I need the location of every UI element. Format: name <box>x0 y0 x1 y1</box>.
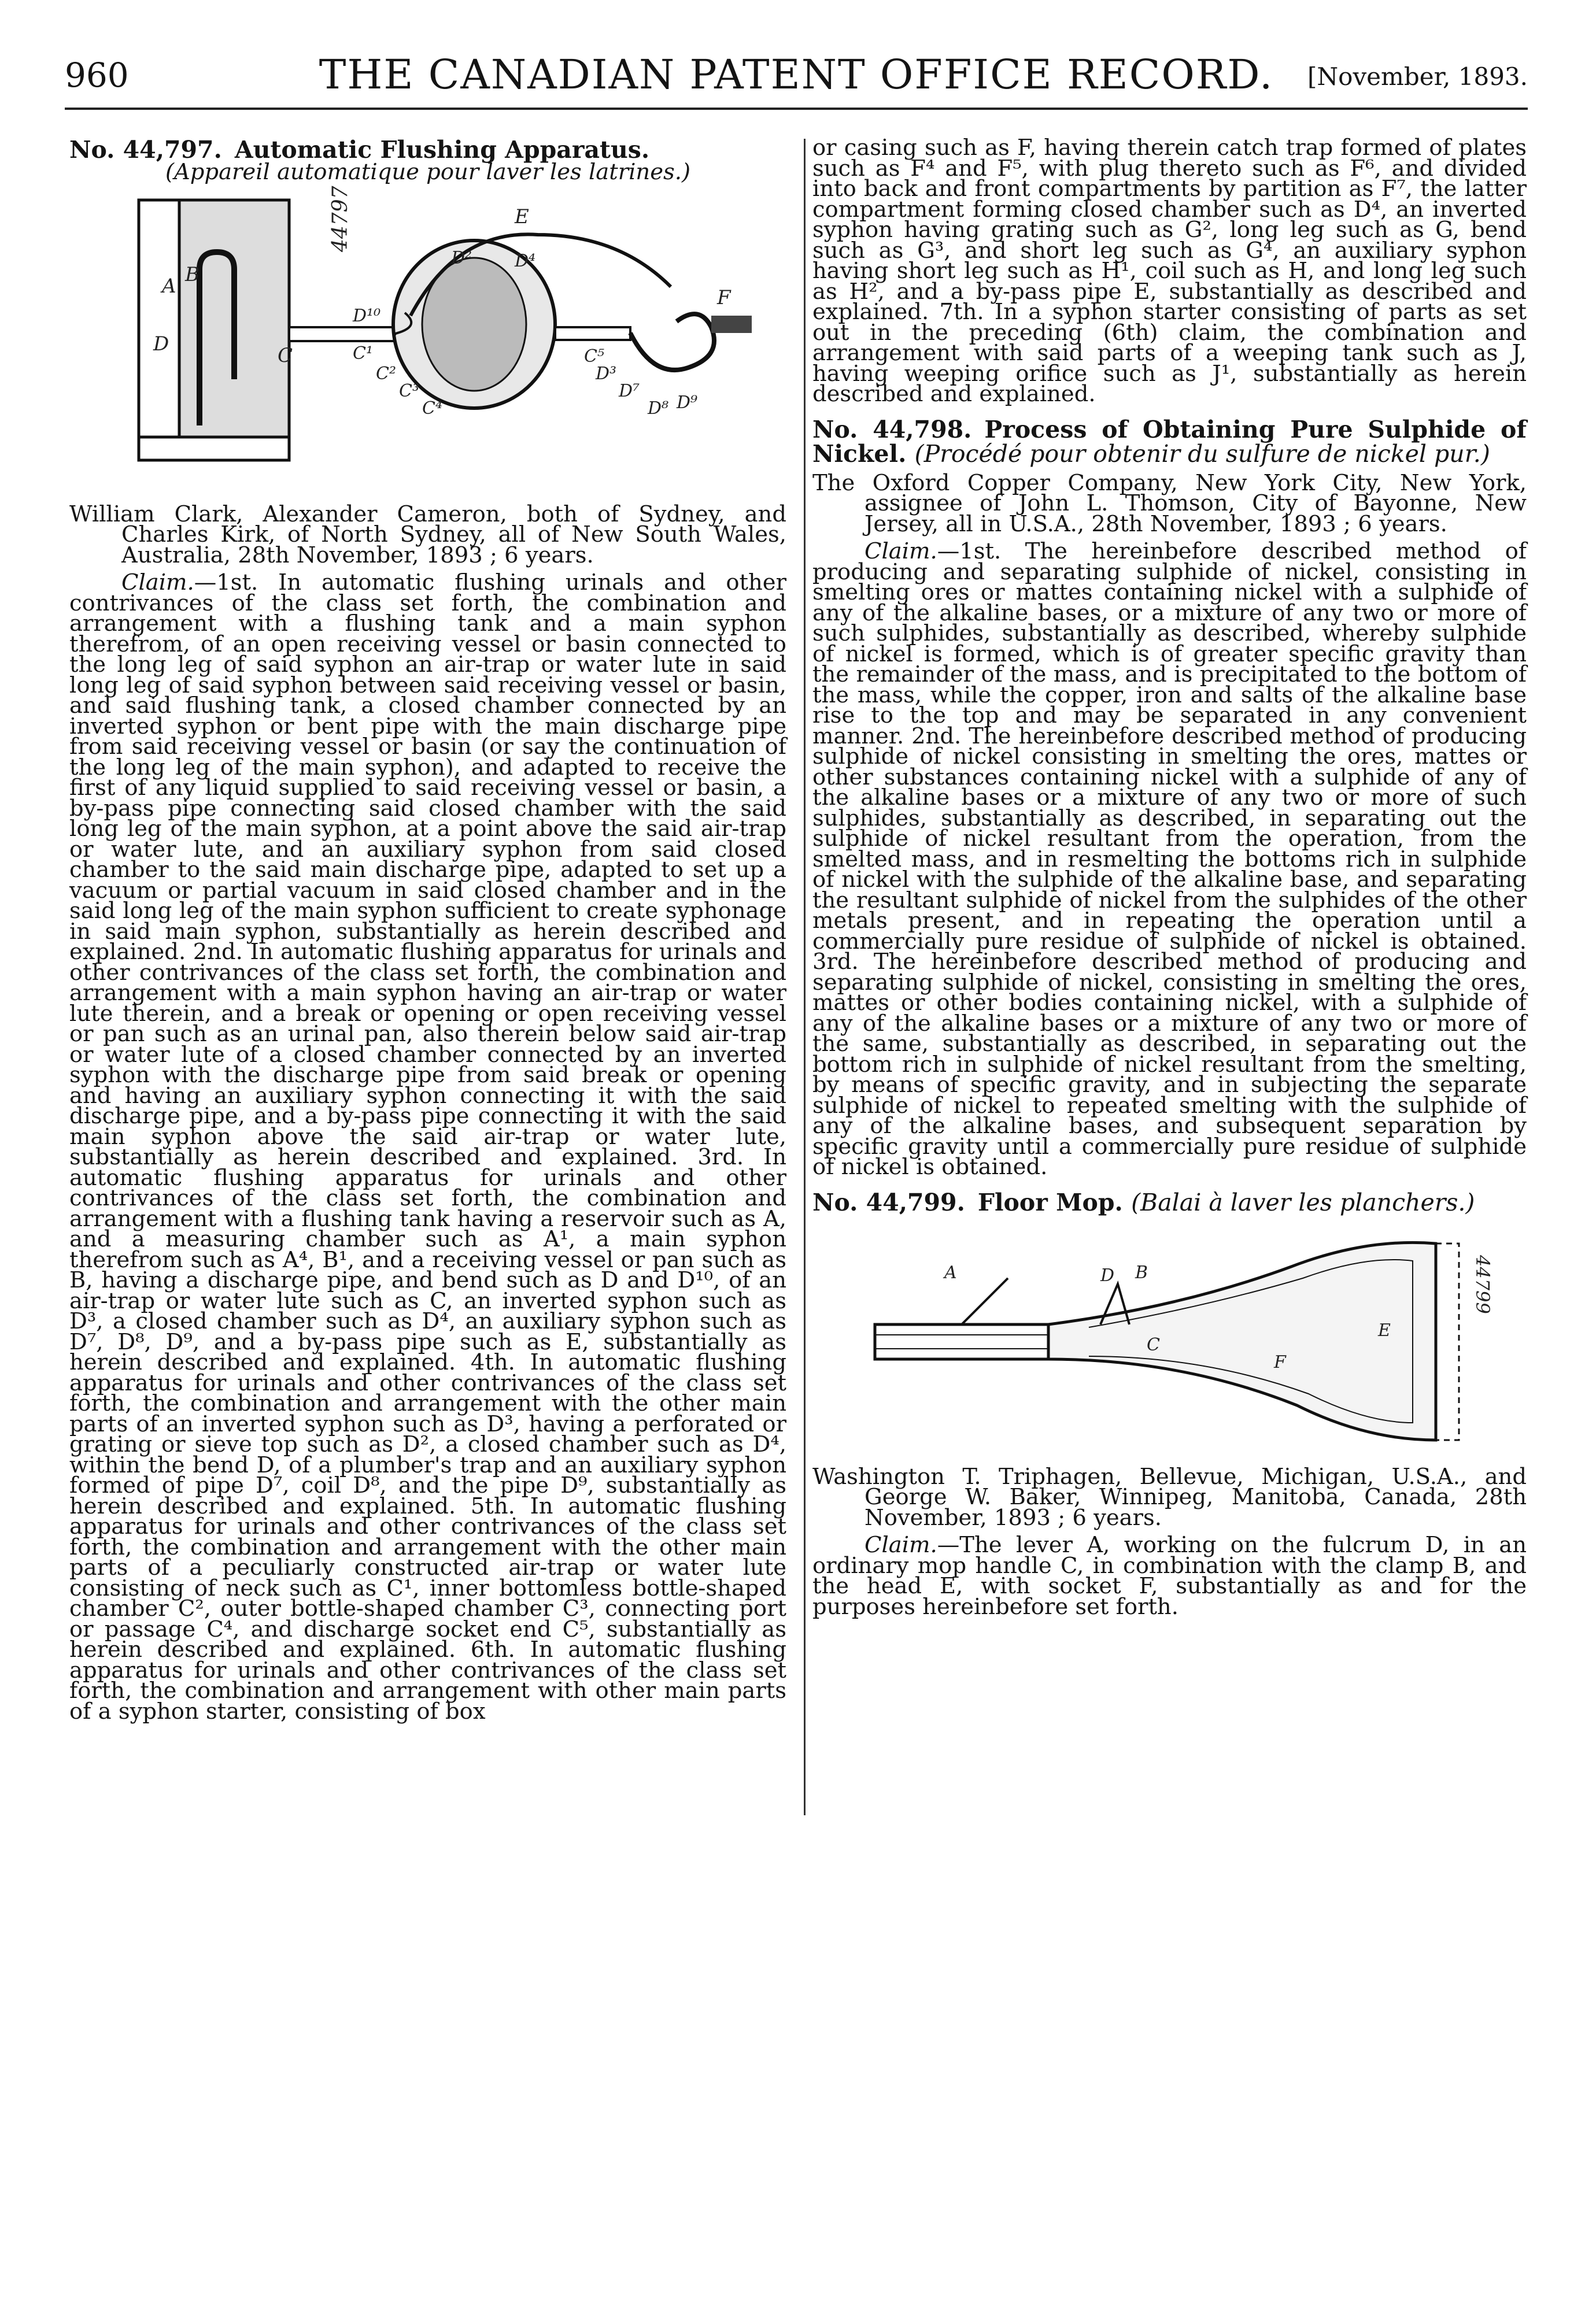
flushing-apparatus-figure <box>98 185 758 495</box>
fig-tank-wall <box>139 200 179 437</box>
fig-label: C¹ <box>353 343 373 364</box>
fig-patent-number: 44797 <box>328 185 352 252</box>
patent-inventors: Washington T. Triphagen, Bellevue, Michigan, U.S.A., and George W. Baker, Winnipeg, Manitoba, Canada, 28th November, 1893 ; 6 years. <box>812 1463 1527 1531</box>
fig-label: D³ <box>596 363 617 384</box>
patent-heading-44799 <box>812 1190 1527 1215</box>
fig-label: C² <box>376 363 396 384</box>
patent-number: No. 44,798. <box>812 415 972 443</box>
page-number: 960 <box>65 55 129 95</box>
patent-claim <box>69 569 786 1725</box>
patent-french-title: (Balai à laver les planchers.) <box>1131 1188 1475 1216</box>
journal-title: THE CANADIAN PATENT OFFICE RECORD. <box>319 51 1274 98</box>
fig-label: B <box>185 262 200 286</box>
patent-number: No. 44,799. <box>812 1188 965 1216</box>
patent-title: Floor Mop. <box>977 1188 1123 1216</box>
fig-label: C⁵ <box>584 346 604 367</box>
patent-claim <box>812 1532 1527 1620</box>
fig-label: B <box>1135 1262 1148 1283</box>
page-header <box>65 49 1528 98</box>
floor-mop-figure <box>858 1220 1494 1457</box>
patent-title: Automatic Flushing Apparatus. <box>234 136 650 164</box>
claim-label: Claim. <box>864 1532 937 1558</box>
fig-label: C <box>278 343 293 367</box>
column-divider <box>804 139 806 1815</box>
fig-label: D⁷ <box>619 380 640 401</box>
patent-inventors: William Clark, Alexander Cameron, both of Sydney, and Charles Kirk, of North Sydney, all of New South Wales, Australia, 28th November, 1893 ; 6 years. <box>69 501 786 568</box>
fig-label: D⁹ <box>677 392 698 413</box>
fig-label: A <box>162 274 176 298</box>
patent-heading-44797 <box>69 138 786 162</box>
claim-text: —1st. The hereinbefore described method of producing and separating sulphide of nickel, consisting in smelting ores or mattes containing nickel with a sulphide of any of the alkaline bases, or a mixture of any two or more of such sulphides, substantially as described, whereby sulphide of nickel is formed, which is of greater specific gravity than the remainder of the mass, and is precipitated to the bottom of the mass, while the copper, iron and salts of the alkaline base rise to the top and may be separated in any convenient manner. 2nd. The hereinbefore described method of producing sulphide of nickel consisting in smelting the ores, mattes or other substances containing nickel with a sulphide of any of the alkaline bases or a mixture of any two or more of such sulphides, substantially as described, in separating out the sulphide of nickel resultant from the operation, from the smelted mass, and in resmelting the bottoms rich in sulphide of nickel with the sulphide of the alkaline base, and separating the resultant sulphide of nickel from the sulphides of the other metals present, and in repeating the operation until a commercially pure residue of sulphide of nickel is obtained. 3rd. The hereinbefore described method of producing and separating sulphide of nickel, consisting in smelting the ores, mattes or other bodies containing nickel, with a sulphide of any of the alkaline bases or a mixture of any two or more of the same, substantially as described, in separating out the bottom rich in sulphide of nickel resultant from the smelting, by means of specific gravity, and in subjecting the separate sulphide of nickel to repeated smelting with the sulphide of any of the alkaline bases, and subsequent separation by specific gravity until a commercially pure residue of sulphide of nickel is obtained. <box>812 538 1527 1180</box>
fig-lever <box>962 1278 1008 1324</box>
right-column <box>812 135 1527 1620</box>
fig-label: D² <box>451 247 472 268</box>
fig-tank-base <box>139 437 289 460</box>
patent-french-title: (Procédé pour obtenir du sulfure de nickel pur.) <box>914 439 1490 468</box>
fig-label: E <box>515 205 529 228</box>
fig-patent-number: 44799 <box>1471 1254 1494 1314</box>
fig-plumbers-trap <box>630 314 714 370</box>
left-column <box>69 136 786 1725</box>
issue-date: [November, 1893. <box>1307 62 1528 91</box>
claim-text: —The lever A, working on the fulcrum D, in an ordinary mop handle C, in combination with the clamp B, and the head E, with socket F, substantially as and for the purposes hereinbefore set forth. <box>812 1532 1527 1620</box>
fig-label: D⁴ <box>515 250 536 271</box>
fig-label: F <box>717 286 731 309</box>
fig-label: D⁸ <box>648 398 669 419</box>
patent-number: No. 44,797. <box>69 136 222 164</box>
fig-label: E <box>1377 1320 1391 1341</box>
fig-trap-outlet <box>711 316 752 333</box>
header-rule <box>65 108 1528 110</box>
patent-claim <box>812 538 1527 1180</box>
patent-inventors: The Oxford Copper Company, New York City, New York, assignee of John L. Thomson, City of Bayonne, New Jersey, all in U.S.A., 28th November, 1893 ; 6 years. <box>812 469 1527 537</box>
fig-label: C³ <box>399 380 419 401</box>
fig-label: D¹⁰ <box>353 305 381 326</box>
fig-label: D <box>1100 1265 1114 1286</box>
fig-label: D <box>153 332 169 356</box>
fig-outlet-pipe <box>555 327 630 340</box>
fig-label: C⁴ <box>422 398 442 419</box>
fig-label: F <box>1273 1352 1286 1372</box>
fig-discharge-pipe <box>289 327 396 341</box>
patent-title: Process of Obtaining Pure Sulphide of Nickel. <box>812 415 1527 468</box>
fig-label: C <box>1146 1334 1160 1355</box>
patent-french-title: (Appareil automatique pour laver les latrines.) <box>165 159 691 185</box>
fig-label: A <box>944 1262 957 1283</box>
claim-label: Claim. <box>864 538 937 564</box>
patent-heading-44798 <box>812 417 1527 466</box>
claim-continuation: or casing such as F, having therein catch trap formed of plates such as F⁴ and F⁵, with plug thereto such as F⁶, and divided into back and front compartments by partition as F⁷, the latter compartment forming closed chamber such as D⁴, an inverted syphon having grating such as G², long leg such as G, bend such as G³, and short leg such as G⁴, an auxiliary syphon having short leg such as H¹, coil such as H, and long leg such as H², and a by-pass pipe E, substantially as described and explained. 7th. In a syphon starter consisting of parts as set out in the preceding (6th) claim, the combination and arrangement with said parts of a weeping tank such as J, having weeping orifice such as J¹, substantially as herein described and explained. <box>812 135 1527 407</box>
claim-label: Claim. <box>121 569 194 595</box>
claim-text: —1st. In automatic flushing urinals and other contrivances of the class set forth, the combination and arrangement with a flushing tank and a main syphon therefrom, of an open receiving vessel or basin connected to the long leg of said syphon an air-trap or water lute in said long leg of said syphon between said receiving vessel or basin, and said flushing tank, a closed chamber connected by an inverted syphon or bent pipe with the main discharge pipe from said receiving vessel or basin (or say the continuation of the long leg of the main syphon), and adapted to receive the first of any liquid supplied to said receiving vessel or basin, a by-pass pipe connecting said closed chamber with the said long leg of the main syphon, at a point above the said air-trap or water lute, and an auxiliary syphon from said closed chamber to the said main discharge pipe, adapted to set up a vacuum or partial vacuum in said closed chamber and in the said long leg of the main syphon sufficient to create syphonage in said main syphon, substantially as herein described and explained. 2nd. In automatic flushing apparatus for urinals and other contrivances of the class set forth, the combination and arrangement with a main syphon having an air-trap or water lute therein, and a break or opening or open receiving vessel or pan such as an urinal pan, also therein below said air-trap or water lute of a closed chamber connected by an inverted syphon with the discharge pipe from said break or opening and having an auxiliary syphon connecting it with the said discharge pipe, and a by-pass pipe connecting it with the said main syphon above the said air-trap or water lute, substantially as herein described and explained. 3rd. In automatic flushing apparatus for urinals and other contrivances of the class set forth, the combination and arrangement with a flushing tank having a reservoir such as A, and a measuring chamber such as A¹, a main syphon therefrom such as A⁴, B¹, and a receiving vessel or pan such as B, having a discharge pipe, and bend such as D and D¹⁰, of an air-trap or water lute such as C, an inverted syphon such as D³, a closed chamber such as D⁴, an auxiliary syphon such as D⁷, D⁸, D⁹, and a by-pass pipe such as E, substantially as herein described and explained. 4th. In automatic flushing apparatus for urinals and other contrivances of the class set forth, the combination and arrangement with the other main parts of an inverted syphon such as D³, having a perforated or grating or sieve top such as D², a closed chamber such as D⁴, within the bend D, of a plumber's trap and an auxiliary syphon formed of pipe D⁷, coil D⁸, and the pipe D⁹, substantially as herein described and explained. 5th. In automatic flushing apparatus for urinals and other contrivances of the class set forth, the combination and arrangement with the other main parts of a peculiarly constructed air-trap or water lute consisting of neck such as C¹, inner bottomless bottle-shaped chamber C², outer bottle-shaped chamber C³, connecting port or passage C⁴, and discharge socket end C⁵, substantially as herein described and explained. 6th. In automatic flushing apparatus for urinals and other contrivances of the class set forth, the combination and arrangement with other main parts of a syphon starter, consisting of box <box>69 569 786 1725</box>
fig-mop-cloth <box>1436 1244 1459 1440</box>
